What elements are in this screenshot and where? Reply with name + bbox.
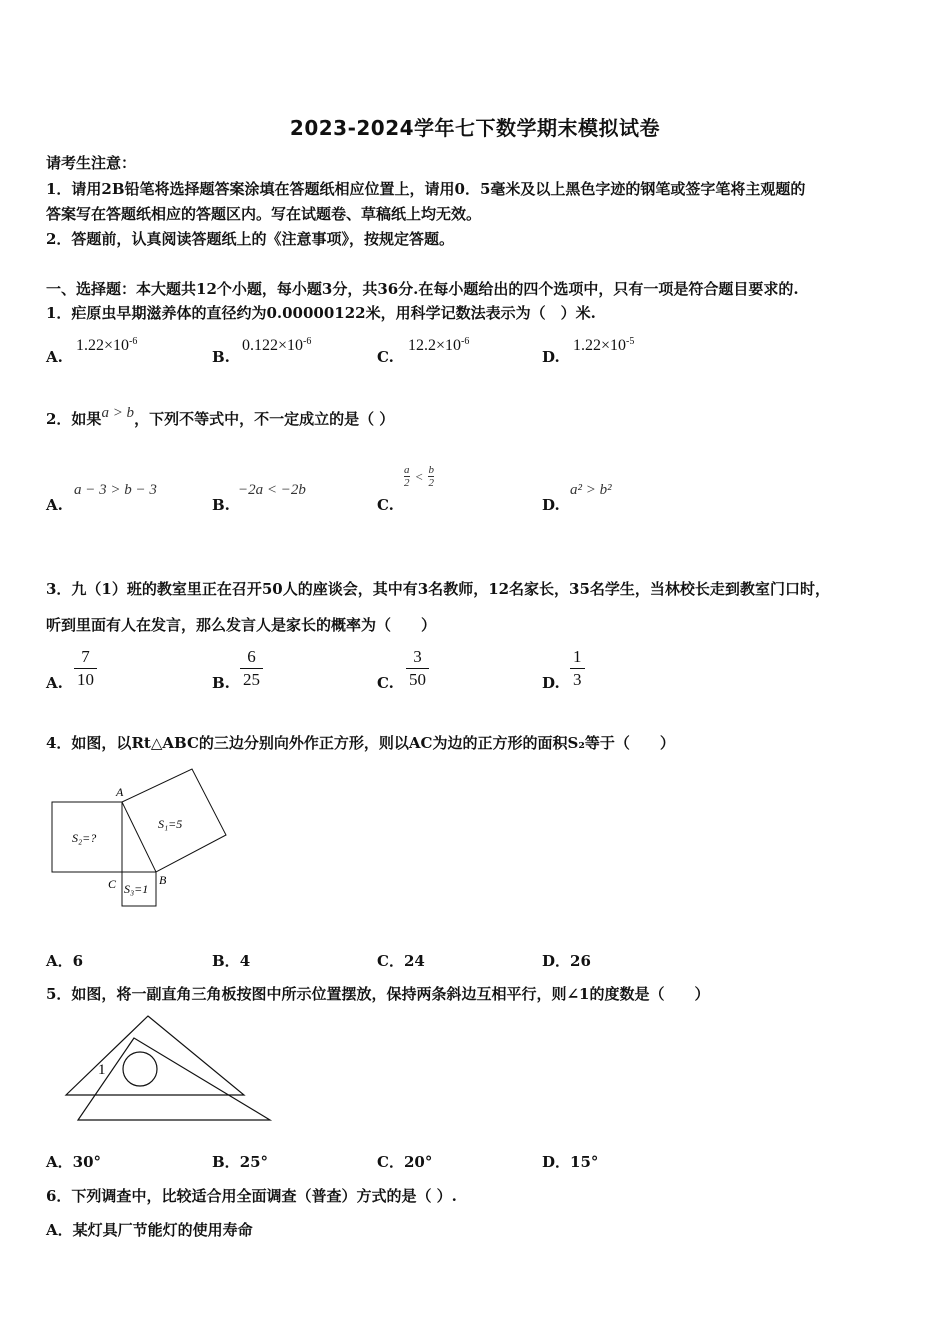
- label-c: C: [108, 877, 117, 891]
- q1-option-a-label: A.: [46, 348, 63, 366]
- notice-line-1a: 1．请用2B铅笔将选择题答案涂填在答题纸相应位置上，请用0．5毫米及以上黑色字迹的钢笔或签字笔将主观题的: [46, 180, 806, 198]
- q2-option-d-label: D.: [542, 496, 560, 514]
- label-s2: S₂=?: [72, 831, 97, 845]
- question-4-options: [46, 950, 906, 972]
- q2-option-b: −2a < −2b: [238, 482, 306, 498]
- q1-option-c: $12.2\times 10^{-6}$: [408, 336, 470, 354]
- q3-option-d-label: D.: [542, 674, 560, 692]
- q3-option-a: $\frac{7}{10}$: [74, 646, 97, 691]
- angle-1-label: 1: [98, 1062, 106, 1078]
- q1-option-d-label: D.: [542, 348, 560, 366]
- question-5-options: [46, 1151, 906, 1173]
- q2-option-c: $\frac{a}{2}$ < $\frac{b}{2}$: [404, 464, 434, 489]
- question-5-stem: 5．如图，将一副直角三角板按图中所示位置摆放，保持两条斜边互相平行，则∠1的度数是（ ）: [46, 985, 710, 1003]
- q6-option-a: A．某灯具厂节能灯的使用寿命: [46, 1221, 253, 1239]
- q3-option-d: $\frac{1}{3}$: [570, 646, 585, 691]
- q3-option-a-label: A.: [46, 674, 63, 692]
- q5-option-d: D．15°: [542, 1153, 599, 1171]
- question-4-stem: 4．如图，以Rt△ABC的三边分别向外作正方形，则以AC为边的正方形的面积S₂等于（ ）: [46, 734, 675, 752]
- question-3-line-2: 听到里面有人在发言，那么发言人是家长的概率为（ ）: [46, 616, 437, 634]
- q2-option-d: a² > b²: [570, 482, 612, 498]
- q5-option-c: C．20°: [377, 1153, 433, 1171]
- q1-option-b-label: B.: [212, 348, 230, 366]
- q1-option-d: $1.22\times 10^{-5}$: [573, 336, 635, 354]
- q4-option-b: B．4: [212, 952, 251, 970]
- notice-heading: 请考生注意：: [46, 154, 137, 172]
- triangle-lower: [78, 1038, 270, 1120]
- question-1-stem: 1．疟原虫早期滋养体的直径约为0.00000122米，用科学记数法表示为（ ）米.: [46, 304, 596, 322]
- q4-option-d: D．26: [542, 952, 591, 970]
- question-3-options: [46, 646, 906, 696]
- notice-line-2: 2．答题前，认真阅读答题纸上的《注意事项》，按规定答题。: [46, 230, 454, 248]
- triangle-hole: [123, 1052, 157, 1086]
- q1-option-a: $1.22\times 10^{-6}$: [76, 336, 138, 354]
- label-s1: S₁=5: [158, 817, 183, 831]
- question-3-line-1: 3．九（1）班的教室里正在召开50人的座谈会，其中有3名教师，12名家长，35名学生，当林校长走到教室门口时，: [46, 580, 830, 598]
- q4-option-c: C．24: [377, 952, 425, 970]
- triangle-upper: [66, 1016, 244, 1095]
- question-2-options: [46, 464, 906, 514]
- q2-option-b-label: B.: [212, 496, 230, 514]
- q3-option-b-label: B.: [212, 674, 230, 692]
- q2-option-c-label: C.: [377, 496, 394, 514]
- q3-option-c: $\frac{3}{50}$: [406, 646, 429, 691]
- page-title: 2023-2024学年七下数学期末模拟试卷: [289, 116, 661, 140]
- label-a: A: [116, 785, 124, 799]
- q3-option-b: $\frac{6}{25}$: [240, 646, 263, 691]
- q3-option-c-label: C.: [377, 674, 394, 692]
- q5-option-a: A．30°: [46, 1153, 102, 1171]
- question-4-figure: [46, 762, 236, 912]
- question-6-stem: 6．下列调查中，比较适合用全面调查（普查）方式的是（ ）.: [46, 1187, 457, 1205]
- q2-option-a: a − 3 > b − 3: [74, 482, 157, 498]
- q1-option-b: $0.122\times 10^{-6}$: [242, 336, 312, 354]
- q4-option-a: A．6: [46, 952, 84, 970]
- notice-line-1b: 答案写在答题纸相应的答题区内。写在试题卷、草稿纸上均无效。: [46, 205, 482, 223]
- q2-option-a-label: A.: [46, 496, 63, 514]
- question-2-stem: 2．如果a > b，下列不等式中，不一定成立的是（ ）: [46, 405, 395, 428]
- q1-option-c-label: C.: [377, 348, 394, 366]
- question-5-figure: [60, 1010, 280, 1125]
- section-heading: 一、选择题：本大题共12个小题，每小题3分，共36分.在每小题给出的四个选项中，只有一项是符合题目要求的.: [46, 280, 799, 298]
- label-b: B: [159, 873, 167, 887]
- label-s3: S₃=1: [124, 882, 149, 896]
- q5-option-b: B．25°: [212, 1153, 269, 1171]
- question-1-options: [46, 336, 906, 368]
